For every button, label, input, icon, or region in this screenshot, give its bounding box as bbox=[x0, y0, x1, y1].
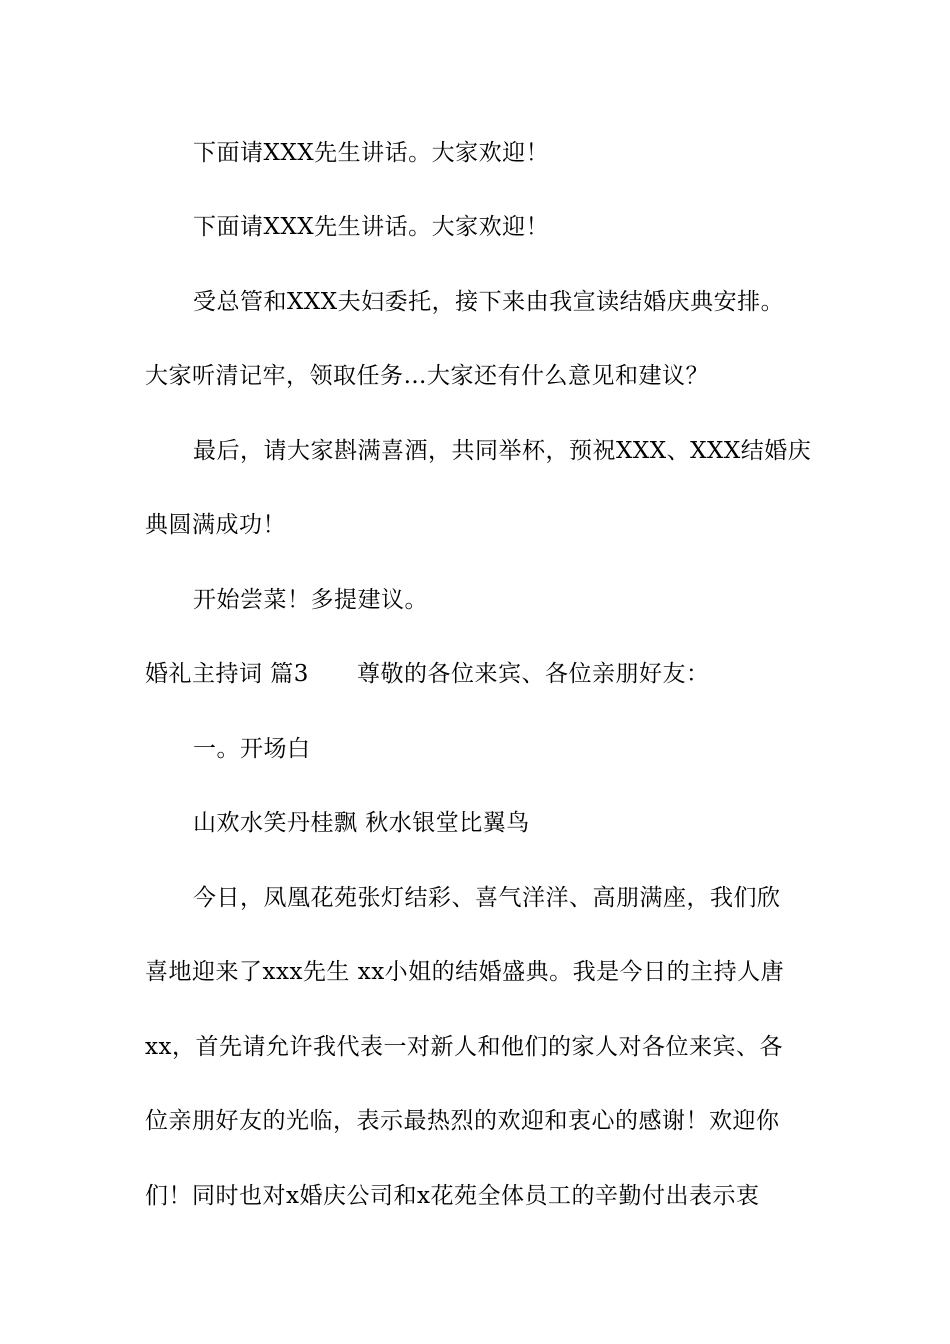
paragraph-line: 最后，请大家斟满喜酒，共同举杯，预祝XXX、XXX结婚庆 bbox=[193, 438, 812, 464]
couplet-line: 山欢水笑丹桂飘 秋水银堂比翼鸟 bbox=[193, 810, 530, 836]
paragraph-line: xx，首先请允许我代表一对新人和他们的家人对各位来宾、各 bbox=[145, 1034, 783, 1060]
paragraph-line: 们！同时也对x婚庆公司和x花苑全体员工的辛勤付出表示衷 bbox=[145, 1183, 760, 1209]
paragraph-line: 下面请XXX先生讲话。大家欢迎！ bbox=[193, 140, 550, 166]
section-heading-line bbox=[145, 659, 815, 689]
paragraph-line: 喜地迎来了xxx先生 xx小姐的结婚盛典。我是今日的主持人唐 bbox=[145, 959, 785, 985]
subheading: 一。开场白 bbox=[193, 736, 311, 762]
salutation: 尊敬的各位来宾、各位亲朋好友： bbox=[356, 661, 710, 687]
paragraph-line: 下面请XXX先生讲话。大家欢迎！ bbox=[193, 214, 550, 240]
paragraph-line: 今日，凤凰花苑张灯结彩、喜气洋洋、高朋满座，我们欣 bbox=[193, 885, 781, 911]
paragraph-line: 大家听清记牢，领取任务…大家还有什么意见和建议？ bbox=[145, 363, 709, 389]
section-heading: 婚礼主持词 篇3 bbox=[145, 661, 309, 687]
paragraph-line: 开始尝菜！多提建议。 bbox=[193, 587, 428, 613]
paragraph-line: 受总管和XXX夫妇委托，接下来由我宣读结婚庆典安排。 bbox=[193, 289, 785, 315]
paragraph-line: 典圆满成功！ bbox=[145, 512, 286, 538]
paragraph-line: 位亲朋好友的光临，表示最热烈的欢迎和衷心的感谢！欢迎你 bbox=[145, 1108, 780, 1134]
